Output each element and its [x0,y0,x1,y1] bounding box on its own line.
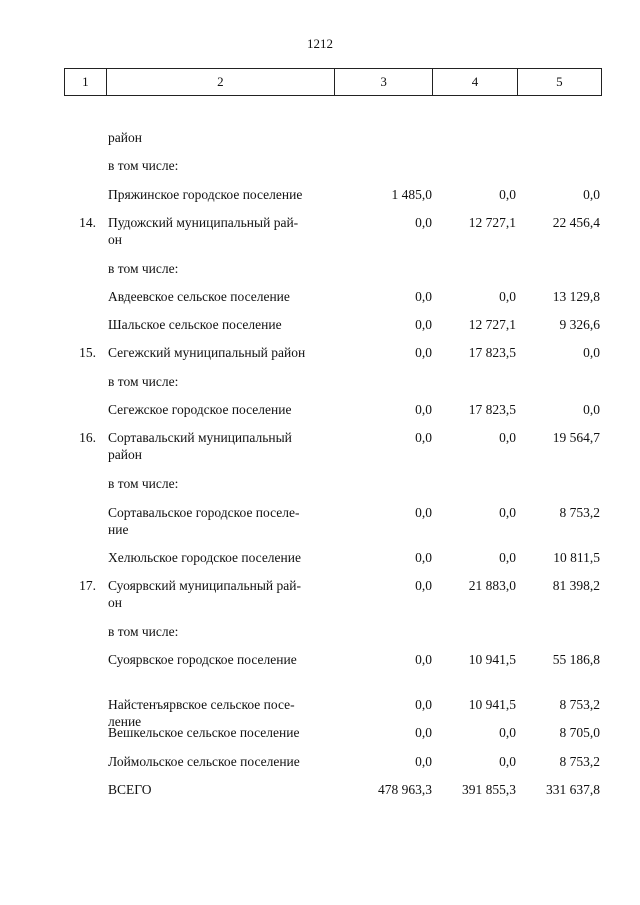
value-col-4: 17 823,5 [468,345,516,360]
value-col-5: 22 456,4 [552,215,600,230]
value-col-4: 0,0 [499,430,516,445]
row-name: в том числе: [108,158,179,173]
row-name: в том числе: [108,261,179,276]
row-name: Хелюльское городское поселение [108,550,301,565]
value-col-4: 0,0 [499,289,516,304]
value-col-5: 81 398,2 [552,578,600,593]
row-number: 15. [79,345,96,360]
row-name: Авдеевское сельское поселение [108,289,290,304]
value-col-5: 13 129,8 [552,289,600,304]
column-header-3: 3 [335,69,433,95]
value-col-3: 0,0 [415,402,432,417]
value-col-3: 0,0 [415,289,432,304]
value-col-3: 0,0 [415,550,432,565]
row-name: Вешкельское сельское поселение [108,725,300,740]
row-name: Суоярвское городское поселение [108,652,297,667]
value-col-3: 478 963,3 [378,782,432,797]
value-col-5: 8 753,2 [559,754,600,769]
value-col-3: 0,0 [415,345,432,360]
value-col-4: 12 727,1 [468,215,516,230]
column-header-2: 2 [107,69,335,95]
value-col-5: 0,0 [583,402,600,417]
row-name: Сегежское городское поселение [108,402,292,417]
row-name: Шальское сельское поселение [108,317,282,332]
value-col-4: 0,0 [499,505,516,520]
value-col-5: 0,0 [583,187,600,202]
value-col-3: 0,0 [415,317,432,332]
row-name: Сортавальское городское поселе- ние [108,505,300,537]
row-name: Сегежский муниципальный район [108,345,306,360]
row-name: район [108,130,142,145]
value-col-4: 0,0 [499,754,516,769]
value-col-5: 19 564,7 [552,430,600,445]
row-name: Сортавальский муниципальный район [108,430,292,462]
row-name: в том числе: [108,624,179,639]
value-col-4: 0,0 [499,725,516,740]
value-col-4: 0,0 [499,550,516,565]
value-col-4: 12 727,1 [468,317,516,332]
value-col-4: 17 823,5 [468,402,516,417]
value-col-5: 9 326,6 [559,317,600,332]
value-col-3: 0,0 [415,697,432,712]
column-header-4: 4 [433,69,517,95]
value-col-3: 0,0 [415,505,432,520]
row-number: 14. [79,215,96,230]
column-header-5: 5 [556,74,563,89]
value-col-5: 10 811,5 [553,550,600,565]
row-name: ВСЕГО [108,782,152,797]
value-col-3: 1 485,0 [391,187,432,202]
value-col-5: 8 705,0 [559,725,600,740]
row-name: в том числе: [108,476,179,491]
value-col-4: 0,0 [499,187,516,202]
value-col-5: 55 186,8 [552,652,600,667]
value-col-5: 0,0 [583,345,600,360]
value-col-3: 0,0 [415,215,432,230]
value-col-3: 0,0 [415,652,432,667]
value-col-5: 331 637,8 [546,782,600,797]
value-col-3: 0,0 [415,725,432,740]
value-col-3: 0,0 [415,430,432,445]
column-header-1: 1 [65,69,107,95]
value-col-5: 8 753,2 [559,697,600,712]
row-name: Пряжинское городское поселение [108,187,303,202]
value-col-4: 10 941,5 [468,652,516,667]
value-col-3: 0,0 [415,754,432,769]
row-name: в том числе: [108,374,179,389]
table-header [64,68,602,96]
row-name: Найстенъярвское сельское посе- ление [108,697,295,729]
page-number: 1212 [307,36,333,51]
row-name: Пудожский муниципальный рай- он [108,215,299,247]
value-col-4: 391 855,3 [462,782,516,797]
row-number: 16. [79,430,96,445]
value-col-4: 21 883,0 [468,578,516,593]
row-name: Суоярвский муниципальный рай- он [108,578,301,610]
budget-table [64,68,602,797]
value-col-5: 8 753,2 [559,505,600,520]
row-number: 17. [79,578,96,593]
value-col-4: 10 941,5 [468,697,516,712]
row-name: Лоймольское сельское поселение [108,754,300,769]
value-col-3: 0,0 [415,578,432,593]
